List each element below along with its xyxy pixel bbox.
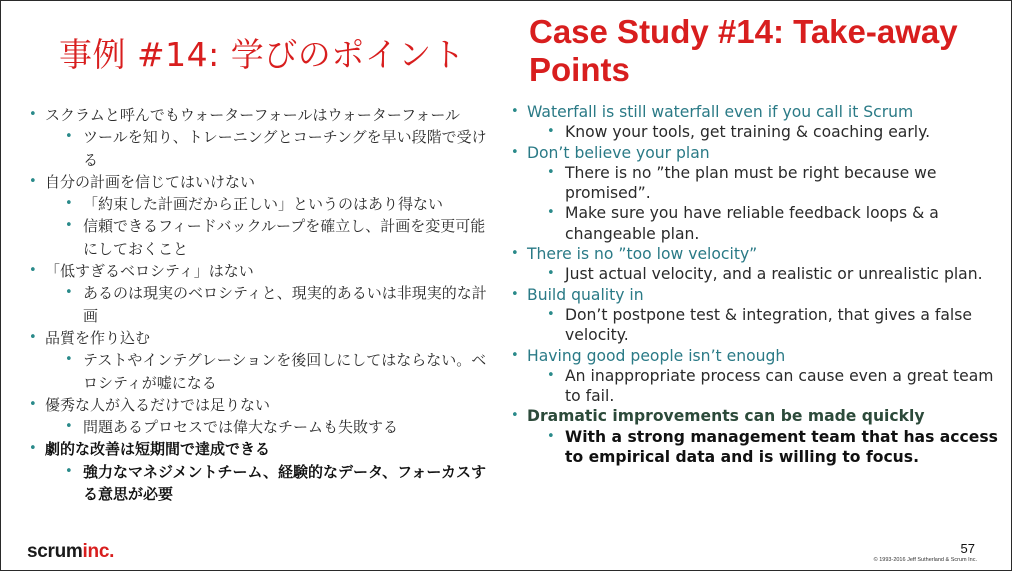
bullet-icon: • [547,367,555,383]
logo-main-text: scrum [27,541,83,562]
bullet-icon: • [29,396,37,412]
bullet-icon: • [511,246,519,262]
bullet-icon: • [511,144,519,160]
sub-list-item [509,264,999,284]
bullet-icon: • [29,173,37,189]
bullet-icon: • [547,428,555,444]
page-number: 57 [960,541,975,556]
logo-accent-text: inc. [82,541,115,562]
bullet-icon: • [65,285,73,301]
bullet-icon: • [65,463,73,479]
bullet-icon: • [547,266,555,282]
title-english: Case Study #14: Take-away Points [529,13,958,88]
list-item-text: スクラムと呼んでもウォーターフォールはウォーターフォール [45,106,461,124]
list-item [27,327,497,349]
bullet-icon: • [511,104,519,119]
list-item-text: Know your tools, get training & coaching early. [565,123,931,142]
list-item-text: 「低すぎるベロシティ」はない [45,262,254,281]
bullet-icon: • [511,408,519,424]
list-item-text: Waterfall is still waterfall even if you call it Scrum [527,103,914,121]
list-item-text: テストやインテグレーションを後回しにしてはならない。ベロシティが嘘になる [83,351,487,392]
list-item-text: 強力なマネジメントチーム、経験的なデータ、フォーカスする意思が必要 [83,462,487,504]
sub-list-item [27,416,497,438]
list-item-text: Having good people isn’t enough [527,346,786,365]
bullet-icon: • [511,347,519,363]
sub-list-item [27,461,497,506]
list-item [27,260,497,282]
bullet-icon: • [65,129,73,145]
bullet-icon: • [29,329,37,345]
bullet-icon: • [65,419,73,435]
list-item-text: Just actual velocity, and a realistic or unrealistic plan. [565,265,983,284]
list-item [509,285,999,305]
sub-list-item [27,282,497,327]
list-item [509,346,999,366]
english-bullet-list [509,102,999,467]
copyright-notice: © 1993-2016 Jeff Sutherland & Scrum Inc. [873,557,977,563]
list-item-text: 品質を作り込む [45,328,151,347]
bullet-icon: • [511,286,519,302]
list-item [27,104,497,126]
sub-list-item [509,427,999,468]
bullet-icon: • [547,124,555,140]
list-item-text: 優秀な人が入るだけでは足りない [45,395,271,414]
list-item-text: 自分の計画を信じてはいけない [45,172,256,191]
japanese-bullet-list [27,104,497,505]
bullet-icon: • [547,306,555,322]
list-item [27,438,497,460]
bullet-icon: • [29,441,37,457]
sub-list-item [27,215,497,260]
list-item-text: 「約束した計画だから正しい」というのはあり得ない [83,195,444,214]
list-item [27,394,497,416]
bullet-icon: • [65,196,73,212]
list-item [27,171,497,193]
list-item-text: あるのは現実のベロシティと、現実的あるいは非現実的な計画 [83,284,487,325]
list-item-text: There is no ”too low velocity” [527,245,758,264]
bullet-icon: • [547,164,555,180]
scrum-inc-logo [27,541,114,563]
list-item-text: Don’t believe your plan [527,143,710,162]
list-item-text: Don’t postpone test & integration, that gives a false velocity. [565,305,972,345]
sub-list-item [509,203,999,244]
list-item-text: There is no ”the plan must be right because we promised”. [565,163,937,203]
sub-list-item [509,305,999,346]
bullet-icon: • [65,218,73,234]
list-item-text: 問題あるプロセスでは偉大なチームも失敗する [83,418,399,437]
list-item [509,406,999,426]
sub-list-item [509,163,999,204]
bullet-icon: • [29,107,37,122]
list-item [509,102,999,122]
list-item-text: ツールを知り、トレーニングとコーチングを早い段階で受ける [83,128,487,169]
bullet-icon: • [65,352,73,368]
list-item-text: Dramatic improvements can be made quickly [527,407,925,426]
list-item-text: Build quality in [527,285,644,304]
sub-list-item [27,193,497,215]
list-item [509,244,999,264]
sub-list-item [27,349,497,394]
sub-list-item [509,366,999,407]
bullet-icon: • [29,263,37,279]
list-item-text: 劇的な改善は短期間で達成できる [45,440,271,459]
list-item-text: With a strong management team that has access to empirical data and is willing to focus. [565,427,998,467]
list-item-text: Make sure you have reliable feedback loops & a changeable plan. [565,204,939,243]
list-item-text: 信頼できるフィードバックループを確立し、計画を変更可能にしておくこと [83,217,486,258]
list-item-text: An inappropriate process can cause even a great team to fail. [565,366,994,406]
sub-list-item [27,126,497,171]
sub-list-item [509,122,999,142]
bullet-icon: • [547,205,555,221]
list-item [509,143,999,163]
title-japanese: 事例 #14: 学びのポイント [59,35,466,74]
